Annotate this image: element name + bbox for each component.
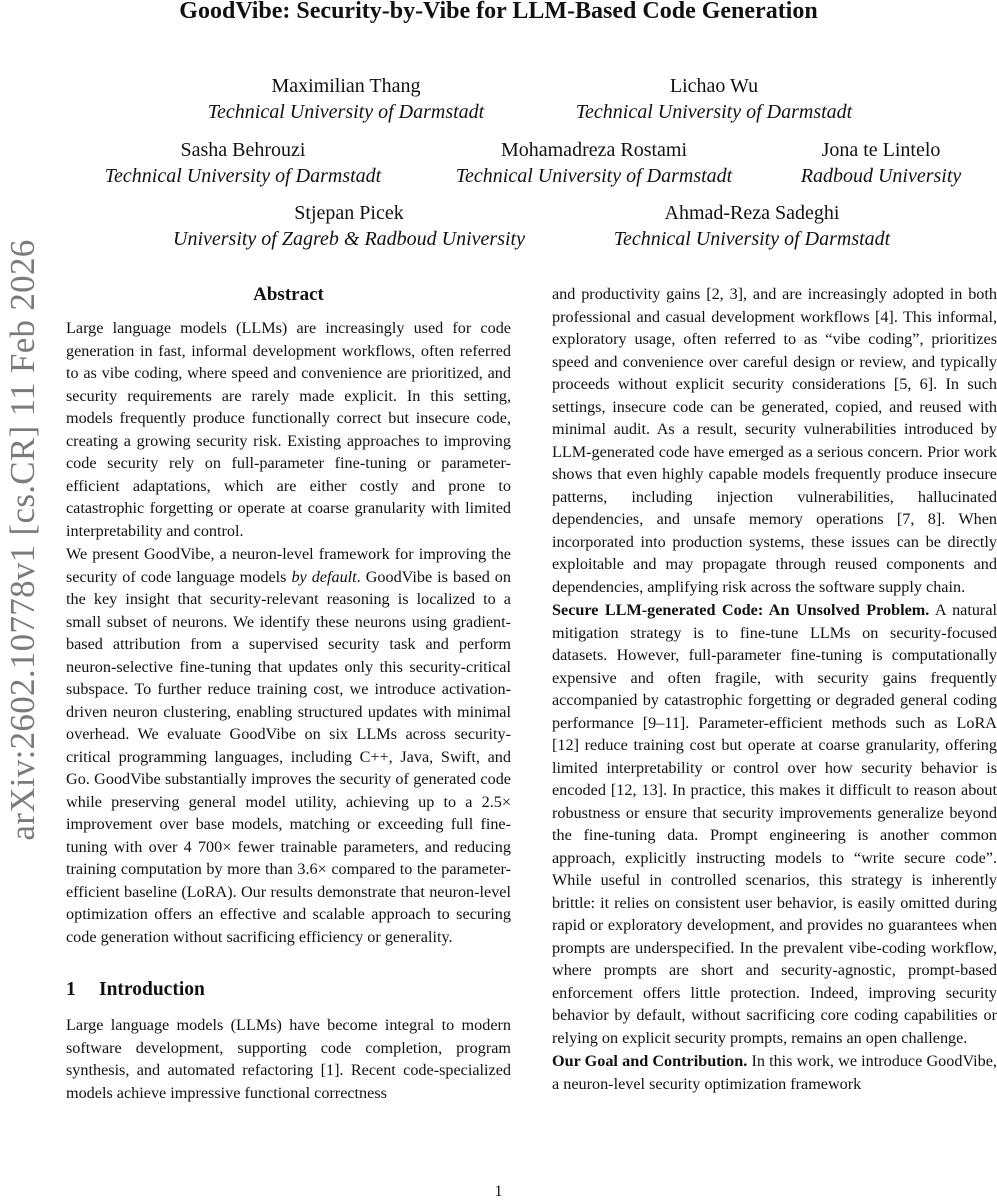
section-heading-introduction [66,978,511,1002]
author-affiliation: Technical University of Darmstadt [613,228,891,250]
author-affiliation: Radboud University [800,165,962,187]
intro-paragraph-3 [552,1050,997,1095]
author-2 [514,73,914,125]
section-number: 1 [66,979,76,1000]
left-column [66,283,511,1104]
abstract-paragraph-1: Large language models (LLMs) are increasingly used for code generation in fast, informal development workflows, often referred to as vibe coding, where speed and convenience are prioritized, and security requirements are rarely made explicit. In this setting, models frequently produce functionally correct but insecure code, creating a growing security risk. Existing approaches to improving code security rely on full-parameter fine-tuning or parameter-efficient adaptations, which are either costly and prone to catastrophic forgetting or operate at coarse granularity with limited interpretability and control. [66,319,511,540]
paragraph-run-in-heading: Our Goal and Contribution. [552,1052,748,1070]
author-5 [771,137,991,189]
abstract-heading: Abstract [253,284,324,305]
author-affiliation: Technical University of Darmstadt [455,165,733,187]
right-column [552,283,997,1095]
author-name: Maximilian Thang [271,75,421,97]
author-name: Jona te Lintelo [821,139,941,161]
abstract-text: We present GoodVibe, a neuron-level framework for improving the security of code language models [66,545,511,586]
author-7 [552,200,952,252]
intro-paragraph-2 [552,599,997,1049]
author-affiliation: Technical University of Darmstadt [104,165,382,187]
paragraph-run-in-heading: Secure LLM-generated Code: An Unsolved Problem. [552,601,930,619]
author-4 [414,137,774,189]
section-title: Introduction [99,979,205,1000]
author-affiliation: University of Zagreb & Radboud University [173,228,525,250]
abstract-text: . GoodVibe is based on the key insight that security-relevant reasoning is localized to a small subset of neurons. We identify these neurons using gradient-based attribution from a supervised security task and perform neuron-selective fine-tuning that updates only this security-critical subspace. To further reduce training cost, we introduce activation-driven neuron clustering, enabling structured updates with minimal overhead. We evaluate GoodVibe on six LLMs across security-critical programming languages, including C++, Java, Swift, and Go. GoodVibe substantially improves the security of generated code while preserving general model utility, achieving up to a 2.5× improvement over base models, matching or exceeding full fine-tuning with over 4 700× fewer trainable parameters, and reducing training computation by more than 3.6× compared to the parameter-efficient baseline (LoRA). Our results demonstrate that neuron-level optimization offers an effective and scalable approach to securing code generation without sacrificing efficiency or generality. [66,567,511,946]
author-name: Lichao Wu [669,75,759,97]
paper-title: GoodVibe: Security-by-Vibe for LLM-Based Code Generation [179,0,818,24]
author-name: Sasha Behrouzi [180,139,306,161]
author-affiliation: Technical University of Darmstadt [575,101,853,123]
author-affiliation: Technical University of Darmstadt [207,101,485,123]
author-1 [146,73,546,125]
emphasis-text: by default [291,567,357,586]
author-3 [63,137,423,189]
page-number: 1 [494,1183,503,1200]
intro-paragraph-1: Large language models (LLMs) have become integral to modern software development, supporting code completion, program synthesis, and automated refactoring [1]. Recent code-specialized models achieve impressive functional correctness [66,1016,511,1102]
author-name: Mohamadreza Rostami [500,139,688,161]
author-name: Ahmad-Reza Sadeghi [664,202,840,224]
author-6 [129,200,569,252]
intro-paragraph-1-continued: and productivity gains [2, 3], and are increasingly adopted in both professional and casual development workflows [4]. This informal, exploratory usage, often referred to as “vibe coding”, prioritizes speed and convenience over careful design or review, and typically proceeds without explicit security considerations [5, 6]. In such settings, insecure code can be generated, copied, and reused with minimal audit. As a result, security vulnerabilities introduced by LLM-generated code have emerged as a serious concern. Prior work shows that even highly capable models frequently produce insecure patterns, including injection vulnerabilities, hallucinated dependencies, and unsafe memory operations [7, 8]. When incorporated into production systems, these issues can be directly exploitable and may propagate through reused components and dependencies, amplifying risk across the software supply chain. [552,285,997,596]
paragraph-text: A natural mitigation strategy is to fine-tune LLMs on security-focused datasets. However, full-parameter fine-tuning is computationally expensive and often fragile, with security gains frequently accompanied by catastrophic forgetting or degraded general coding performance [9–11]. Parameter-efficient methods such as LoRA [12] reduce training cost but operate at coarse granularity, offering limited interpretability or control over how security behavior is encoded [12, 13]. In practice, this makes it difficult to reason about robustness or ensure that security improvements generalize beyond the fine-tuning data. Prompt engineering is another common approach, explicitly instructing models to “write secure code”. While useful in controlled scenarios, this strategy is inherently brittle: it relies on consistent user behavior, is easily omitted during rapid or exploratory development, and provides no guarantees when prompts are underspecified. In the prevalent vibe-coding workflow, where prompts are short and security-agnostic, prompt-based enforcement offers little protection. Indeed, improving security behavior by default, without sacrificing core coding capabilities or relying on explicit security prompts, remains an open challenge. [552,601,997,1047]
paragraph-text: In this work, we introduce GoodVibe, a neuron-level security optimization framework [552,1052,997,1093]
abstract-paragraph-2 [66,543,511,948]
author-name: Stjepan Picek [294,202,404,224]
arxiv-identifier[interactable]: arXiv:2602.10778v1 [cs.CR] 11 Feb 2026 [3,239,42,841]
